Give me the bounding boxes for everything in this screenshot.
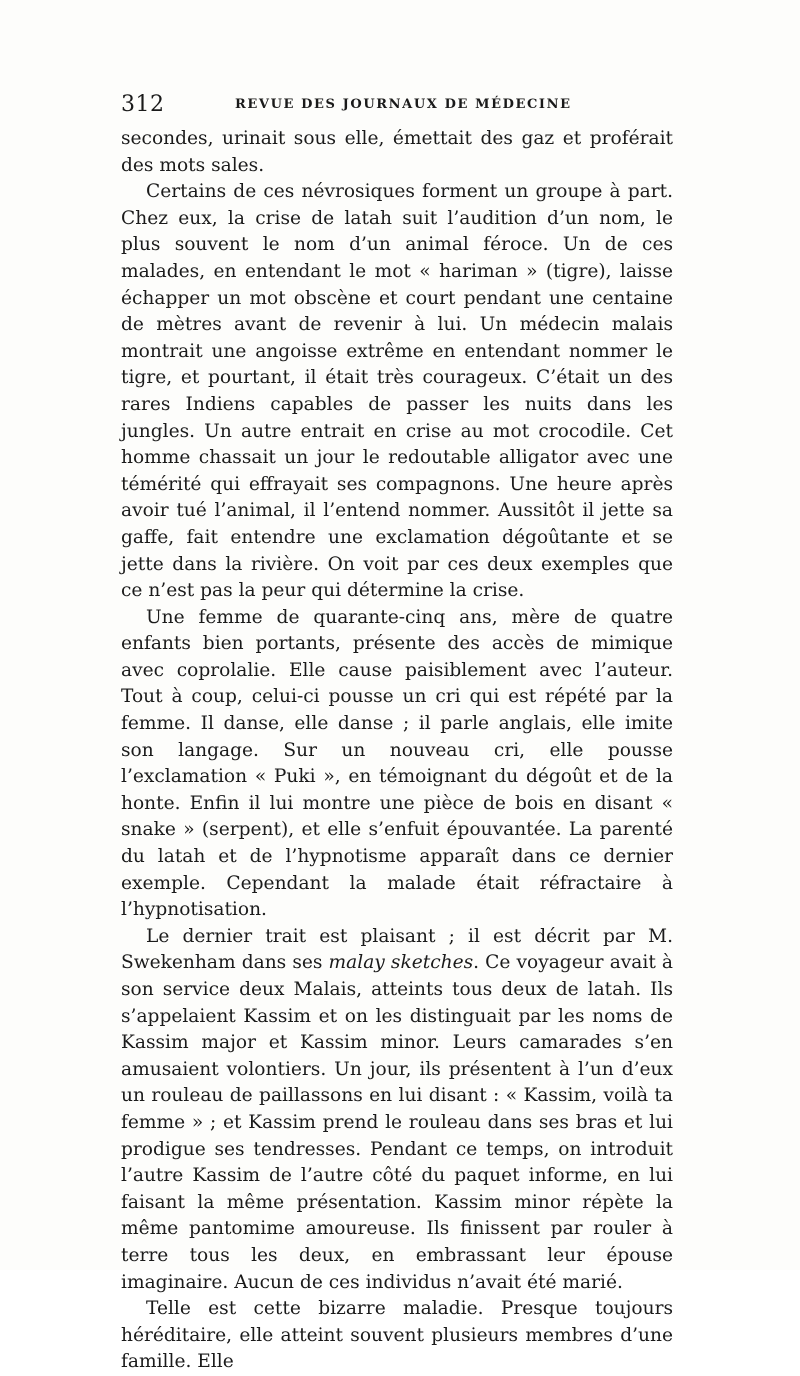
paragraph-continuation: secondes, urinait sous elle, émettait des gaz et proférait des mots sales. xyxy=(121,128,673,176)
page-header xyxy=(121,92,673,116)
paragraph-kassim-rest: . Ce voyageur avait à son service deux Malais, atteints tous deux de latah. Ils s’appelaient Kassim et on les distinguait par les noms de Kassim major et Kassim minor. Leurs camarades s’en amusaient volontiers. Un jour, ils présentent à l’un d’eux un rouleau de paillassons en lui disant : « Kassim, voilà ta femme » ; et Kassim prend le rouleau dans ses bras et lui prodigue ses tendresses. Pendant ce temps, on introduit l’autre Kassim de l’autre côté du paquet informe, en lui faisant la même présentation. Kassim minor répète la même pantomime amoureuse. Ils finissent par rouler à terre tous les deux, en embrassant leur épouse imaginaire. Aucun de ces individus n’avait été marié. xyxy=(121,952,673,1293)
book-title-italic: malay sketches xyxy=(328,952,474,974)
running-title: REVUE DES JOURNAUX DE MÉDECINE xyxy=(235,97,572,112)
paragraph-kassim xyxy=(121,924,673,1296)
paragraph-maladie: Telle est cette bizarre maladie. Presque toujours héréditaire, elle atteint souvent plusieurs membres d’une famille. Elle xyxy=(121,1298,673,1373)
body-text xyxy=(121,126,673,1376)
page-number: 312 xyxy=(121,92,165,117)
paragraph-femme: Une femme de quarante-cinq ans, mère de quatre enfants bien portants, présente des accès de mimique avec coprolalie. Elle cause paisiblement avec l’auteur. Tout à coup, celui-ci pousse un cri qui est répété par la femme. Il danse, elle danse ; il parle anglais, elle imite son langage. Sur un nouveau cri, elle pousse l’exclamation « Puki », en témoignant du dégoût et de la honte. Enfin il lui montre une pièce de bois en disant « snake » (serpent), et elle s’enfuit épouvantée. La parenté du latah et de l’hypnotisme apparaît dans ce dernier exemple. Cependant la malade était réfractaire à l’hypnotisation. xyxy=(121,606,673,921)
paragraph-kassim-start: Le dernier trait est plaisant ; il est décrit par M. Swekenham dans ses xyxy=(121,925,673,974)
paragraph-nevrosiques: Certains de ces névrosiques forment un groupe à part. Chez eux, la crise de latah suit l’audition d’un nom, le plus souvent le nom d’un animal féroce. Un de ces malades, en entendant le mot « hariman » (tigre), laisse échapper un mot obscène et court pendant une centaine de mètres avant de revenir à lui. Un médecin malais montrait une angoisse extrême en entendant nommer le tigre, et pourtant, il était très courageux. C’était un des rares Indiens capables de passer les nuits dans les jungles. Un autre entrait en crise au mot crocodile. Cet homme chassait un jour le redoutable alligator avec une témérité qui effrayait ses compagnons. Une heure après avoir tué l’animal, il l’entend nommer. Aussitôt il jette sa gaffe, fait entendre une exclamation dégoûtante et se jette dans la rivière. On voit par ces deux exemples que ce n’est pas la peur qui détermine la crise. xyxy=(121,181,673,602)
